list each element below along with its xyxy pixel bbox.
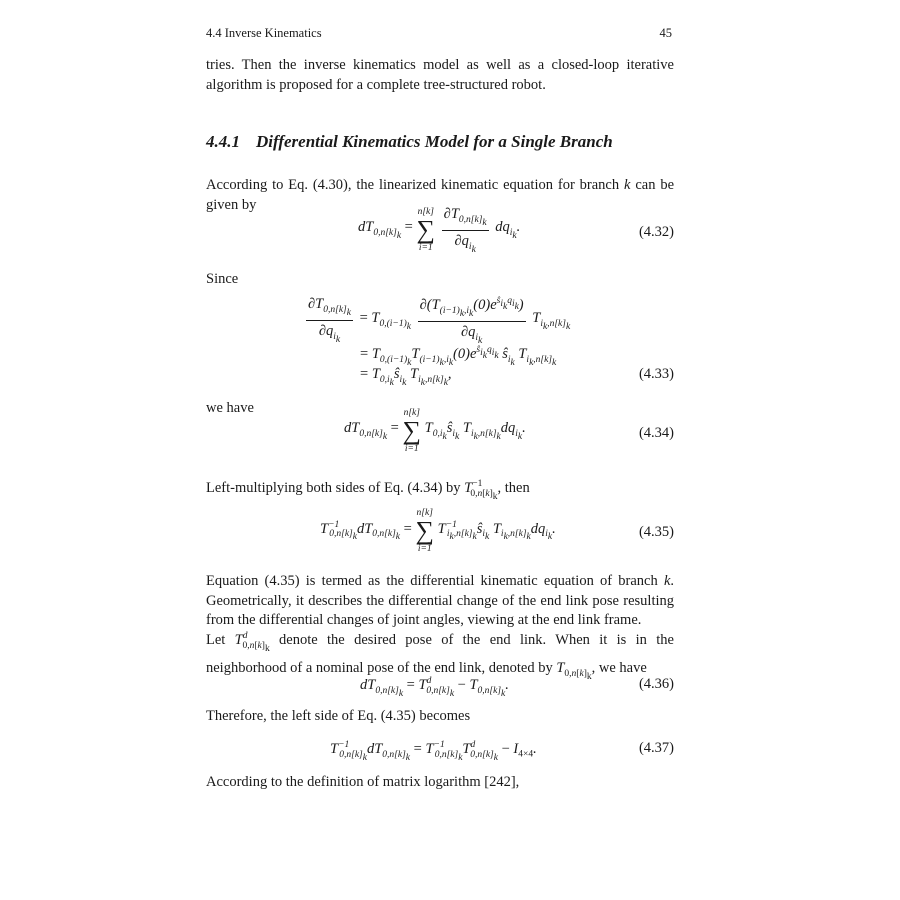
let-text-c: , we have xyxy=(591,660,647,677)
let-text-a: Let xyxy=(206,631,235,648)
running-header-section: 4.4 Inverse Kinematics xyxy=(206,26,322,40)
paragraph-we-have: we have xyxy=(206,400,254,416)
equation-number-4-35: (4.35) xyxy=(638,524,674,540)
equation-4-33-line-1: $\frac{\partial T_{0,n[k]_k}}{\partial q_{i_k}}$ = $T_{0,(i-1)_k}$ $\frac{\partial(T_{(i-1)_k,i_k}(0)e^{ŝ_{i_k}q_{i_k}})}{\partial q_{i_k}}$ $T_{i_k,n[k]_k}$ xyxy=(308,296,571,346)
p2-text-a: According to Eq. (4.30), the linearized kinematic equation for branch xyxy=(206,177,624,193)
equation-4-37: $T^{-1}_{0,n[k]_k}dT_{0,n[k]_k} = T^{-1}_{0,n[k]_k}T^d_{0,n[k]_k} - I_{4\times 4}$. xyxy=(330,740,537,763)
paragraph-intro: tries. Then the inverse kinematics model as well as a closed-loop iterative algorithm is proposed for a complete tree-structured robot. xyxy=(206,57,674,93)
paragraph-since: Since xyxy=(206,271,239,287)
left-mult-text-a: Left-multiplying both sides of Eq. (4.34) by xyxy=(206,479,465,496)
equation-number-4-32: (4.32) xyxy=(638,224,674,240)
section-number: 4.4.1 xyxy=(206,132,240,151)
equation-number-4-34: (4.34) xyxy=(638,425,674,441)
let-text-b: denote the desired pose of the end link. When it is in the neighborhood of a nominal pose of the end link, denoted by xyxy=(206,631,674,677)
termed-text-b: . Geometrically, it describes the differential change of the end link pose resulting from the differential changes of joint angles, viewing at the end link frame. xyxy=(206,573,674,628)
page-number: 45 xyxy=(659,26,672,40)
section-heading xyxy=(206,132,613,152)
paragraph-matrix-logarithm: According to the definition of matrix logarithm [242], xyxy=(206,774,520,790)
left-mult-text-b: , then xyxy=(497,479,530,496)
section-title: Differential Kinematics Model for a Single Branch xyxy=(256,132,613,151)
equation-4-33-line-2: = $T_{0,(i-1)_k}T_{(i-1)_k,i_k}(0)e^{ŝ_{i_k}q_{i_k}}$ $ŝ_{i_k}$ $T_{i_k,n[k]_k}$ xyxy=(360,345,557,368)
equation-4-34: $dT_{0,n[k]_k}$ = n[k] ∑ i=1 $T_{0,i_k}ŝ_{i_k}$ $T_{i_k,n[k]_k}dq_{i_k}$. xyxy=(344,408,526,454)
p2-text-b: can be given by xyxy=(206,177,675,213)
termed-var-k: k xyxy=(663,573,671,589)
termed-text-a: Equation (4.35) is termed as the differential kinematic equation of branch xyxy=(206,573,664,589)
equation-4-36: $dT_{0,n[k]_k} = T^d_{0,n[k]_k} - T_{0,n[k]_k}$. xyxy=(360,676,509,699)
p2-var-k: k xyxy=(624,177,631,193)
equation-number-4-33: (4.33) xyxy=(638,366,674,382)
equation-4-33-line-3: = $T_{0,i_k}ŝ_{i_k}$ $T_{i_k,n[k]_k}$, xyxy=(360,366,452,388)
equation-number-4-36: (4.36) xyxy=(638,676,674,692)
paragraph-therefore: Therefore, the left side of Eq. (4.35) becomes xyxy=(206,708,471,724)
paragraph-let: Let $T^d_{0,n[k]_k}$ denote the desired pose of the end link. When it is in the neighborhood of a nominal pose of the end link, denoted by $T_{0,n[k]_k}$, we have xyxy=(206,631,674,682)
paragraph-termed xyxy=(206,572,674,631)
paragraph-left-multiplying: Left-multiplying both sides of Eq. (4.34) by $T^{-1}_{0,n[k]_k}$, then xyxy=(206,479,530,502)
equation-4-35: $T^{-1}_{0,n[k]_k}dT_{0,n[k]_k}$ = n[k] ∑ i=1 $T^{-1}_{i_k,n[k]_k}ŝ_{i_k}$ $T_{i_k,n[k]_k}dq_{i_k}$. xyxy=(320,508,556,554)
equation-number-4-37: (4.37) xyxy=(638,740,674,756)
equation-4-32: $dT_{0,n[k]_k}$ = n[k] ∑ i=1 $\frac{\partial T_{0,n[k]_k}}{\partial q_{i_k}}$ $dq_{i_k}$. xyxy=(358,206,521,255)
